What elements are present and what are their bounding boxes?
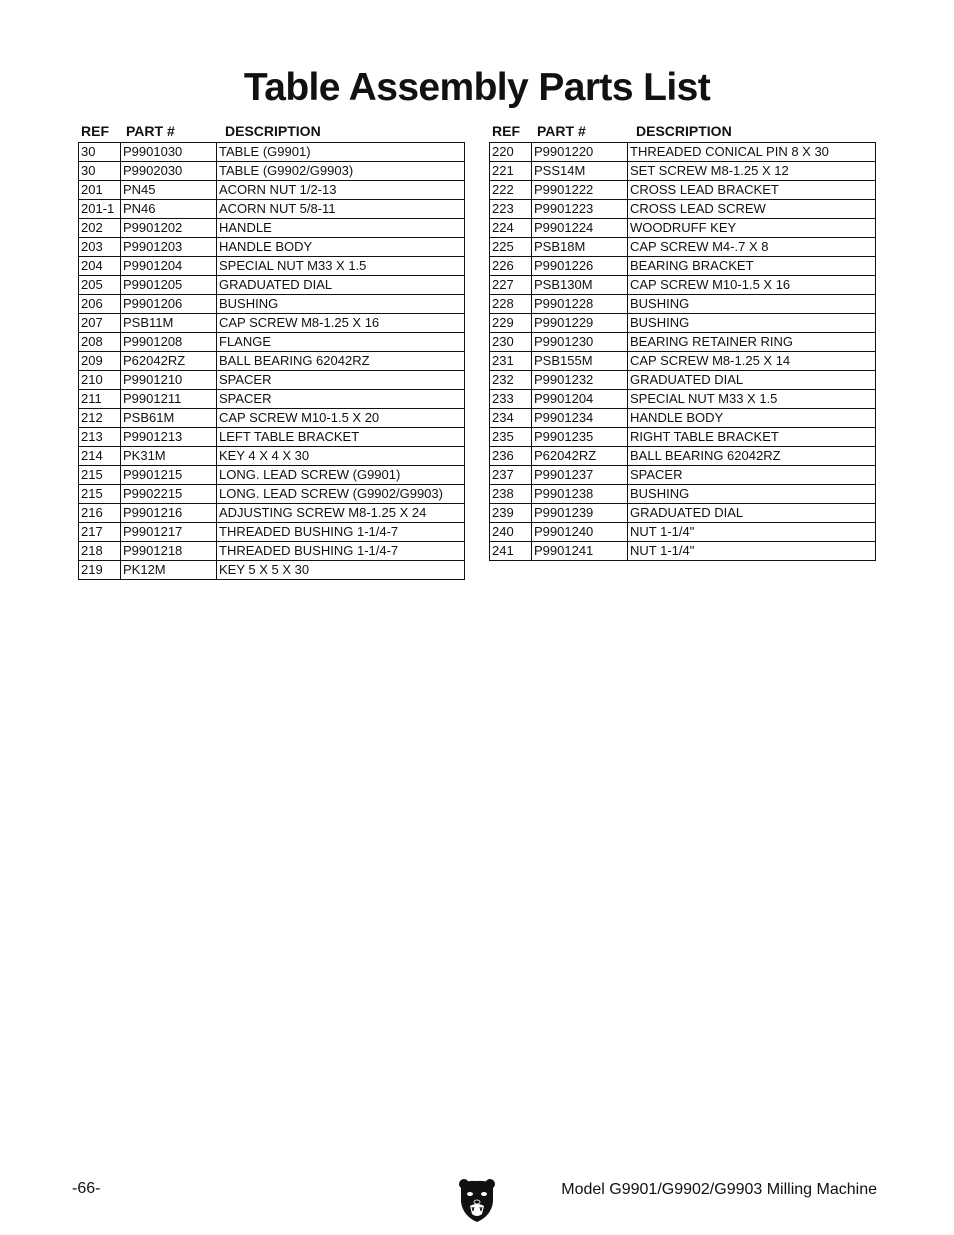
description-cell: FLANGE [217,333,465,352]
ref-cell: 234 [490,409,532,428]
description-cell: CAP SCREW M8-1.25 X 16 [217,314,465,333]
description-cell: CROSS LEAD BRACKET [628,181,876,200]
description-cell: SPECIAL NUT M33 X 1.5 [628,390,876,409]
ref-cell: 222 [490,181,532,200]
header-description: DESCRIPTION [225,123,321,139]
table-row [79,181,465,200]
part-number-cell: P9901210 [121,371,217,390]
ref-cell: 216 [79,504,121,523]
ref-cell: 230 [490,333,532,352]
ref-cell: 235 [490,428,532,447]
table-row [79,371,465,390]
part-number-cell: PSB18M [532,238,628,257]
part-number-cell: P9901211 [121,390,217,409]
part-number-cell: PSB155M [532,352,628,371]
part-number-cell: P9901235 [532,428,628,447]
part-number-cell: PN45 [121,181,217,200]
table-row [79,200,465,219]
ref-cell: 213 [79,428,121,447]
table-row [79,485,465,504]
description-cell: LONG. LEAD SCREW (G9902/G9903) [217,485,465,504]
part-number-cell: P9901208 [121,333,217,352]
description-cell: LONG. LEAD SCREW (G9901) [217,466,465,485]
table-row [79,276,465,295]
part-number-cell: PSS14M [532,162,628,181]
header-part: PART # [126,123,175,139]
table-row [490,371,876,390]
description-cell: SET SCREW M8-1.25 X 12 [628,162,876,181]
ref-cell: 220 [490,143,532,162]
part-number-cell: P9901229 [532,314,628,333]
description-cell: BUSHING [628,314,876,333]
ref-cell: 227 [490,276,532,295]
part-number-cell: P9901206 [121,295,217,314]
ref-cell: 224 [490,219,532,238]
table-row [79,257,465,276]
part-number-cell: P9901216 [121,504,217,523]
part-number-cell: P9901205 [121,276,217,295]
table-row [490,276,876,295]
header-ref: REF [81,123,109,139]
table-row [490,428,876,447]
table-row [79,314,465,333]
ref-cell: 238 [490,485,532,504]
description-cell: SPACER [217,390,465,409]
description-cell: NUT 1-1/4" [628,523,876,542]
description-cell: CAP SCREW M8-1.25 X 14 [628,352,876,371]
ref-cell: 217 [79,523,121,542]
part-number-cell: P9901228 [532,295,628,314]
table-row [490,466,876,485]
ref-cell: 206 [79,295,121,314]
ref-cell: 226 [490,257,532,276]
part-number-cell: P9901204 [532,390,628,409]
part-number-cell: P9901220 [532,143,628,162]
ref-cell: 219 [79,561,121,580]
ref-cell: 237 [490,466,532,485]
header-ref: REF [492,123,520,139]
grizzly-bear-icon [457,1176,497,1224]
ref-cell: 214 [79,447,121,466]
ref-cell: 236 [490,447,532,466]
description-cell: BEARING BRACKET [628,257,876,276]
table-row [79,504,465,523]
table-row [490,200,876,219]
part-number-cell: P9901203 [121,238,217,257]
ref-cell: 240 [490,523,532,542]
table-row [490,352,876,371]
ref-cell: 231 [490,352,532,371]
part-number-cell: P9901234 [532,409,628,428]
description-cell: BALL BEARING 62042RZ [628,447,876,466]
part-number-cell: P9901204 [121,257,217,276]
description-cell: THREADED BUSHING 1-1/4-7 [217,542,465,561]
description-cell: THREADED BUSHING 1-1/4-7 [217,523,465,542]
right-parts-table [489,142,876,561]
table-row [79,333,465,352]
table-row [79,352,465,371]
table-row [79,409,465,428]
table-row [490,238,876,257]
right-table-header [489,120,876,142]
table-row [79,561,465,580]
description-cell: HANDLE BODY [628,409,876,428]
table-row [490,181,876,200]
description-cell: CROSS LEAD SCREW [628,200,876,219]
left-parts-table-section [78,120,465,580]
ref-cell: 201 [79,181,121,200]
ref-cell: 232 [490,371,532,390]
part-number-cell: P9901226 [532,257,628,276]
ref-cell: 215 [79,485,121,504]
part-number-cell: PSB61M [121,409,217,428]
description-cell: KEY 4 X 4 X 30 [217,447,465,466]
part-number-cell: P9901241 [532,542,628,561]
part-number-cell: P9902030 [121,162,217,181]
description-cell: GRADUATED DIAL [217,276,465,295]
part-number-cell: P9901030 [121,143,217,162]
ref-cell: 223 [490,200,532,219]
description-cell: LEFT TABLE BRACKET [217,428,465,447]
page-number: -66- [72,1180,101,1197]
part-number-cell: P9901218 [121,542,217,561]
page-title: Table Assembly Parts List [243,66,711,109]
description-cell: ACORN NUT 5/8-11 [217,200,465,219]
table-row [490,257,876,276]
part-number-cell: P9901202 [121,219,217,238]
ref-cell: 228 [490,295,532,314]
left-table-header [78,120,465,142]
model-name: Model G9901/G9902/G9903 Milling Machine [561,1181,877,1198]
part-number-cell: P9901239 [532,504,628,523]
ref-cell: 221 [490,162,532,181]
ref-cell: 241 [490,542,532,561]
ref-cell: 215 [79,466,121,485]
ref-cell: 208 [79,333,121,352]
description-cell: BUSHING [217,295,465,314]
ref-cell: 229 [490,314,532,333]
part-number-cell: P62042RZ [121,352,217,371]
table-row [79,447,465,466]
description-cell: SPECIAL NUT M33 X 1.5 [217,257,465,276]
description-cell: SPACER [217,371,465,390]
part-number-cell: P9901232 [532,371,628,390]
ref-cell: 239 [490,504,532,523]
table-row [490,523,876,542]
ref-cell: 202 [79,219,121,238]
table-row [490,143,876,162]
part-number-cell: PK12M [121,561,217,580]
part-number-cell: P9901230 [532,333,628,352]
description-cell: GRADUATED DIAL [628,371,876,390]
table-row [79,466,465,485]
part-number-cell: P9901237 [532,466,628,485]
description-cell: NUT 1-1/4" [628,542,876,561]
ref-cell: 204 [79,257,121,276]
table-row [79,219,465,238]
part-number-cell: P9901217 [121,523,217,542]
description-cell: TABLE (G9901) [217,143,465,162]
description-cell: THREADED CONICAL PIN 8 X 30 [628,143,876,162]
table-row [490,219,876,238]
description-cell: CAP SCREW M4-.7 X 8 [628,238,876,257]
table-row [490,390,876,409]
description-cell: BALL BEARING 62042RZ [217,352,465,371]
ref-cell: 211 [79,390,121,409]
table-row [79,542,465,561]
left-parts-table [78,142,465,580]
ref-cell: 30 [79,143,121,162]
table-row [490,314,876,333]
table-row [490,504,876,523]
part-number-cell: P9901240 [532,523,628,542]
part-number-cell: P9902215 [121,485,217,504]
table-row [79,238,465,257]
table-row [490,162,876,181]
part-number-cell: P9901222 [532,181,628,200]
ref-cell: 207 [79,314,121,333]
ref-cell: 209 [79,352,121,371]
header-part: PART # [537,123,586,139]
description-cell: SPACER [628,466,876,485]
part-number-cell: P62042RZ [532,447,628,466]
part-number-cell: PSB130M [532,276,628,295]
description-cell: KEY 5 X 5 X 30 [217,561,465,580]
table-row [490,295,876,314]
ref-cell: 233 [490,390,532,409]
description-cell: CAP SCREW M10-1.5 X 16 [628,276,876,295]
table-row [79,523,465,542]
part-number-cell: PK31M [121,447,217,466]
description-cell: TABLE (G9902/G9903) [217,162,465,181]
table-row [79,143,465,162]
description-cell: CAP SCREW M10-1.5 X 20 [217,409,465,428]
ref-cell: 203 [79,238,121,257]
part-number-cell: PSB11M [121,314,217,333]
description-cell: ACORN NUT 1/2-13 [217,181,465,200]
description-cell: WOODRUFF KEY [628,219,876,238]
part-number-cell: P9901213 [121,428,217,447]
description-cell: ADJUSTING SCREW M8-1.25 X 24 [217,504,465,523]
table-row [490,542,876,561]
table-row [490,447,876,466]
table-row [79,162,465,181]
table-row [490,409,876,428]
ref-cell: 218 [79,542,121,561]
part-number-cell: P9901215 [121,466,217,485]
part-number-cell: P9901238 [532,485,628,504]
description-cell: HANDLE BODY [217,238,465,257]
ref-cell: 212 [79,409,121,428]
description-cell: RIGHT TABLE BRACKET [628,428,876,447]
ref-cell: 210 [79,371,121,390]
description-cell: BUSHING [628,485,876,504]
part-number-cell: P9901224 [532,219,628,238]
table-row [490,333,876,352]
table-row [79,295,465,314]
part-number-cell: P9901223 [532,200,628,219]
header-description: DESCRIPTION [636,123,732,139]
table-row [490,485,876,504]
ref-cell: 205 [79,276,121,295]
ref-cell: 225 [490,238,532,257]
ref-cell: 201-1 [79,200,121,219]
table-row [79,390,465,409]
part-number-cell: PN46 [121,200,217,219]
description-cell: GRADUATED DIAL [628,504,876,523]
description-cell: BEARING RETAINER RING [628,333,876,352]
right-parts-table-section [489,120,876,561]
description-cell: BUSHING [628,295,876,314]
description-cell: HANDLE [217,219,465,238]
ref-cell: 30 [79,162,121,181]
table-row [79,428,465,447]
